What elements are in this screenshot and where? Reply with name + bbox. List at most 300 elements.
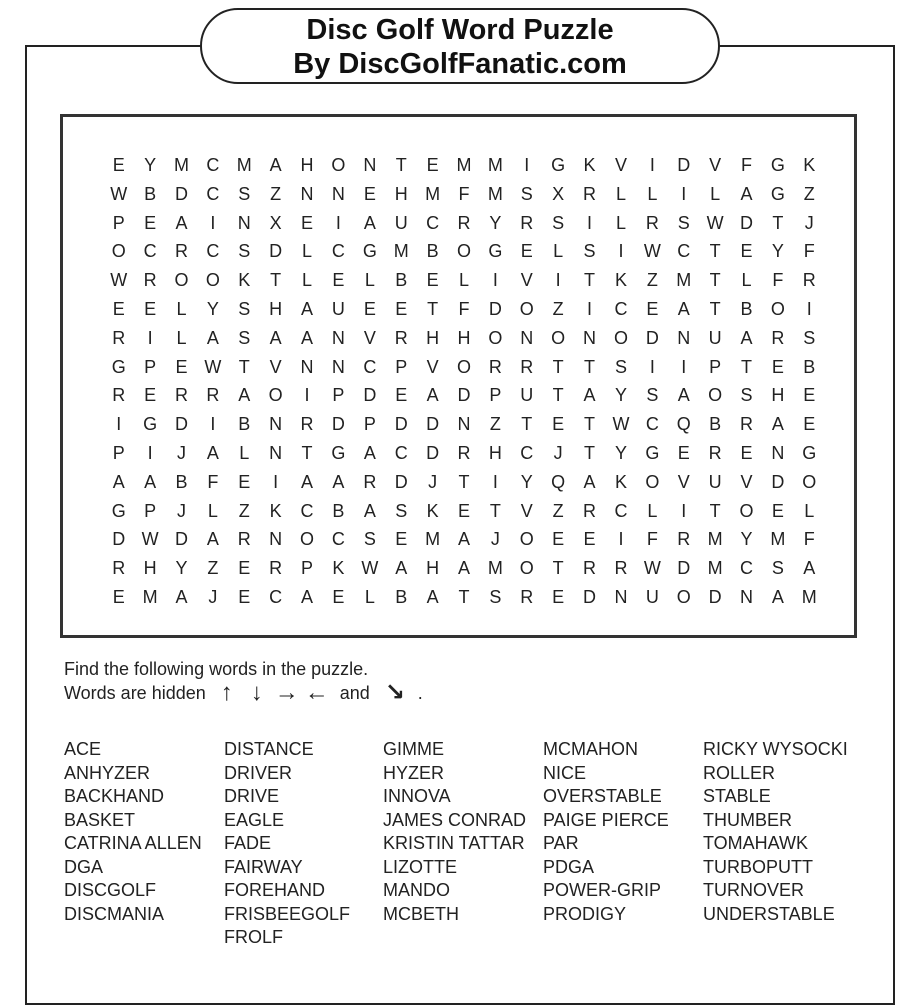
grid-letter: V [520, 500, 533, 521]
grid-letter: R [174, 241, 188, 262]
grid-letter: S [395, 500, 408, 521]
word-list-item: KRISTIN TATTAR [383, 833, 525, 853]
grid-letter: E [363, 183, 376, 204]
grid-letter: I [555, 270, 561, 291]
grid-letter: O [645, 471, 660, 492]
grid-row [103, 295, 825, 324]
grid-letter: A [332, 471, 345, 492]
grid-letter: J [553, 442, 563, 463]
grid-letter: O [708, 385, 723, 406]
grid-letter: N [583, 327, 597, 348]
grid-letter: T [772, 212, 784, 233]
grid-letter: A [238, 385, 251, 406]
instructions-line-1: Find the following words in the puzzle. [64, 659, 369, 679]
word-list-item: PRODIGY [543, 903, 627, 924]
word-list-item: MANDO [383, 880, 450, 900]
grid-letter: E [583, 529, 596, 550]
instructions-hidden-label: Words are hidden [64, 683, 206, 703]
grid-letter: H [457, 327, 471, 348]
grid-letter: D [677, 558, 691, 579]
grid-letter: J [428, 471, 438, 492]
grid-letter: I [649, 155, 655, 175]
grid-letter: C [394, 442, 408, 463]
grid-letter: E [144, 298, 157, 319]
grid-letter: M [487, 558, 503, 579]
grid-letter: R [583, 183, 597, 204]
grid-letter: K [426, 500, 439, 521]
grid-letter: O [519, 529, 534, 550]
grid-letter: A [395, 558, 408, 579]
grid-letter: E [426, 155, 439, 175]
grid-letter: R [771, 327, 785, 348]
grid-letter: D [331, 414, 345, 435]
grid-letter: O [770, 298, 785, 319]
grid-letter: P [709, 356, 722, 377]
grid-letter: A [269, 327, 282, 348]
grid-letter: E [552, 529, 565, 550]
grid-letter: K [583, 155, 596, 175]
grid-letter: R [740, 414, 753, 435]
word-list-item: OVERSTABLE [543, 786, 662, 806]
word-list-item: FADE [224, 833, 272, 853]
grid-letter: A [175, 586, 188, 607]
right-arrow-icon: → [274, 679, 299, 706]
grid-letter: E [646, 298, 659, 319]
grid-letter: L [207, 500, 218, 521]
word-list-item: TOMAHAWK [703, 833, 809, 853]
word-list-item: DISTANCE [224, 739, 314, 759]
grid-letter: E [395, 298, 408, 319]
grid-letter: K [803, 155, 816, 175]
grid-letter: Y [144, 155, 157, 175]
grid-letter: R [174, 385, 188, 406]
grid-letter: E [238, 471, 251, 492]
grid-letter: K [269, 500, 282, 521]
grid-letter: E [803, 414, 816, 435]
grid-letter: I [618, 529, 624, 550]
instructions-line-2 [64, 681, 423, 705]
grid-letter: Q [676, 414, 691, 435]
grid-letter: Y [520, 471, 533, 492]
grid-letter: N [300, 183, 314, 204]
grid-letter: M [487, 183, 503, 204]
word-list-item: CATRINA ALLEN [64, 833, 202, 853]
grid-letter: R [143, 270, 157, 291]
grid-letter: Z [207, 558, 219, 579]
grid-letter: C [206, 155, 220, 175]
grid-letter: R [520, 356, 534, 377]
grid-letter: A [583, 385, 596, 406]
grid-letter: U [708, 471, 722, 492]
grid-letter: L [647, 183, 658, 204]
grid-letter: R [112, 385, 126, 406]
grid-letter: I [524, 155, 530, 175]
grid-letter: B [332, 500, 345, 521]
grid-letter: I [649, 356, 655, 377]
grid-letter: R [394, 327, 408, 348]
word-list-item: STABLE [703, 786, 771, 806]
grid-letter: J [176, 500, 186, 521]
grid-letter: D [771, 471, 785, 492]
grid-letter: E [238, 558, 251, 579]
grid-letter: T [301, 442, 313, 463]
grid-letter: A [301, 586, 314, 607]
grid-letter: T [584, 414, 596, 435]
grid-row [103, 324, 825, 353]
word-list-item: RICKY WYSOCKI [703, 739, 848, 759]
grid-letter: K [238, 270, 251, 291]
grid-letter: D [740, 212, 753, 233]
grid-letter: Z [646, 270, 658, 291]
grid-letter: I [681, 356, 687, 377]
grid-letter: X [269, 212, 282, 233]
grid-letter: K [614, 471, 627, 492]
grid-letter: I [492, 471, 498, 492]
word-list-item: FROLF [224, 927, 284, 947]
grid-letter: I [681, 500, 687, 521]
grid-letter: V [363, 327, 376, 348]
grid-letter: L [364, 586, 375, 607]
grid-letter: V [269, 356, 282, 377]
grid-letter: O [205, 270, 220, 291]
grid-letter: D [112, 529, 126, 550]
grid-letter: Z [489, 414, 501, 435]
grid-letter: T [709, 270, 721, 291]
grid-letter: Y [489, 212, 502, 233]
grid-letter: L [710, 183, 721, 204]
grid-letter: C [143, 241, 157, 262]
grid-letter: G [362, 241, 377, 262]
grid-row [103, 468, 825, 497]
grid-letter: U [520, 385, 534, 406]
grid-letter: T [741, 356, 752, 377]
word-list-item: BACKHAND [64, 786, 165, 806]
grid-letter: Q [551, 471, 566, 492]
grid-letter: O [613, 327, 628, 348]
word-list-item: BASKET [64, 809, 136, 830]
grid-letter: J [176, 442, 186, 463]
grid-row [103, 439, 825, 468]
grid-letter: A [771, 586, 784, 607]
grid-letter: E [552, 586, 565, 607]
grid-letter: A [363, 500, 376, 521]
grid-row [103, 525, 825, 554]
grid-letter: F [646, 529, 658, 550]
grid-letter: S [238, 298, 251, 319]
grid-letter: R [708, 442, 722, 463]
grid-letter: M [770, 529, 786, 550]
grid-letter: J [804, 212, 814, 233]
grid-letter: N [520, 327, 534, 348]
grid-letter: C [331, 241, 345, 262]
grid-row [103, 237, 825, 266]
grid-letter: S [238, 241, 251, 262]
grid-letter: R [363, 471, 377, 492]
grid-letter: L [176, 298, 187, 319]
grid-letter: F [741, 155, 752, 175]
grid-letter: M [487, 155, 503, 175]
grid-letter: E [395, 529, 408, 550]
word-list-item: DISCMANIA [64, 903, 165, 924]
grid-letter: S [489, 586, 502, 607]
grid-letter: G [770, 183, 785, 204]
grid-letter: H [771, 385, 785, 406]
grid-letter: S [771, 558, 784, 579]
grid-letter: N [300, 356, 314, 377]
grid-letter: C [331, 529, 345, 550]
grid-letter: E [740, 241, 753, 262]
grid-letter: I [147, 442, 153, 463]
grid-letter: T [270, 270, 282, 291]
grid-letter: I [335, 212, 341, 233]
grid-letter: N [677, 327, 691, 348]
word-list-item: TURNOVER [703, 880, 805, 900]
grid-letter: Z [803, 183, 815, 204]
grid-letter: R [583, 558, 597, 579]
grid-letter: E [112, 155, 125, 175]
grid-letter: D [394, 414, 408, 435]
grid-letter: Y [175, 558, 188, 579]
grid-letter: O [268, 385, 283, 406]
grid-letter: W [612, 414, 630, 435]
grid-letter: R [802, 270, 816, 291]
grid-letter: R [457, 442, 471, 463]
grid-letter: O [676, 586, 691, 607]
word-list-item: TURBOPUTT [703, 856, 813, 877]
grid-letter: C [645, 414, 659, 435]
grid-letter: D [426, 442, 440, 463]
grid-row [103, 583, 825, 612]
grid-row [103, 410, 825, 439]
grid-letter: Z [552, 500, 564, 521]
grid-letter: O [456, 356, 471, 377]
word-list-item: DGA [64, 856, 104, 877]
grid-letter: C [426, 212, 440, 233]
word-list-item: PAR [543, 833, 579, 853]
grid-letter: R [677, 529, 691, 550]
grid-letter: D [677, 155, 691, 175]
grid-letter: F [458, 183, 470, 204]
grid-letter: D [488, 298, 502, 319]
grid-letter: T [584, 356, 596, 377]
grid-letter: O [331, 155, 346, 175]
grid-letter: E [552, 414, 565, 435]
word-list-item: DRIVE [224, 786, 280, 806]
grid-letter: E [457, 500, 470, 521]
grid-letter: E [363, 298, 376, 319]
word-list-item: HYZER [383, 762, 445, 783]
grid-letter: U [394, 212, 408, 233]
grid-letter: H [488, 442, 502, 463]
grid-letter: W [204, 356, 222, 377]
grid-letter: L [647, 500, 658, 521]
grid-letter: N [331, 356, 345, 377]
grid-letter: H [300, 155, 314, 175]
grid-letter: O [551, 327, 566, 348]
grid-letter: V [709, 155, 722, 175]
grid-letter: Y [614, 442, 627, 463]
grid-letter: A [363, 212, 376, 233]
grid-letter: O [488, 327, 503, 348]
grid-letter: F [458, 298, 470, 319]
grid-letter: W [643, 558, 661, 579]
word-list-item: MCMAHON [543, 739, 638, 759]
grid-letter: T [552, 385, 564, 406]
grid-letter: S [363, 529, 376, 550]
word-list-item: NICE [543, 762, 587, 783]
grid-letter: A [144, 471, 157, 492]
grid-letter: E [740, 442, 753, 463]
grid-letter: O [300, 529, 315, 550]
down-arrow-icon: ↓ [250, 679, 263, 706]
grid-letter: E [301, 212, 314, 233]
grid-letter: G [645, 442, 660, 463]
grid-letter: E [332, 586, 345, 607]
grid-letter: E [771, 500, 784, 521]
grid-letter: Y [614, 385, 627, 406]
grid-letter: I [681, 183, 687, 204]
word-list-item: INNOVA [383, 786, 451, 806]
grid-letter: Y [206, 298, 219, 319]
instructions [64, 657, 423, 705]
grid-letter: E [771, 356, 784, 377]
grid-letter: D [457, 385, 471, 406]
word-list-item: ROLLER [703, 762, 776, 783]
grid-letter: L [741, 270, 752, 291]
grid-letter: B [803, 356, 816, 377]
grid-letter: V [614, 155, 627, 175]
grid-letter: E [332, 270, 345, 291]
grid-letter: T [584, 270, 596, 291]
grid-letter: C [363, 356, 377, 377]
grid-letter: L [176, 327, 187, 348]
grid-letter: D [174, 529, 188, 550]
grid-letter: N [771, 442, 785, 463]
grid-letter: D [174, 183, 188, 204]
grid-letter: B [395, 270, 408, 291]
grid-letter: O [739, 500, 754, 521]
grid-letter: S [677, 212, 690, 233]
grid-letter: A [175, 212, 188, 233]
grid-letter: B [175, 471, 188, 492]
grid-letter: A [206, 442, 219, 463]
grid-letter: D [363, 385, 377, 406]
grid-letter: P [489, 385, 502, 406]
grid-letter: M [425, 529, 441, 550]
grid-letter: I [116, 414, 122, 435]
up-arrow-icon: ↑ [220, 679, 233, 706]
grid-letter: W [643, 241, 661, 262]
word-list-item: JAMES CONRAD [383, 809, 527, 830]
word-column-2 [224, 738, 350, 950]
grid-letter: T [584, 442, 596, 463]
grid-letter: V [520, 270, 533, 291]
word-list-item: MCBETH [383, 903, 459, 924]
grid-letter: L [239, 442, 250, 463]
grid-letter: B [238, 414, 251, 435]
grid-letter: A [301, 471, 314, 492]
grid-letter: E [395, 385, 408, 406]
grid-letter: F [803, 529, 815, 550]
grid-letter: B [395, 586, 408, 607]
word-column-5 [703, 738, 848, 926]
grid-letter: T [709, 241, 721, 262]
grid-letter: R [237, 529, 251, 550]
instructions-and: and [339, 683, 370, 703]
grid-letter: L [553, 241, 564, 262]
grid-letter: F [803, 241, 815, 262]
grid-letter: M [801, 586, 817, 607]
grid-letter: M [173, 155, 189, 175]
grid-letter: I [273, 471, 279, 492]
grid-row [103, 353, 825, 382]
word-column-1 [64, 738, 202, 926]
grid-letter: N [614, 586, 628, 607]
grid-letter: P [301, 558, 314, 579]
grid-letter: C [206, 183, 220, 204]
grid-letter: N [457, 414, 471, 435]
grid-letter: B [709, 414, 722, 435]
grid-letter: E [238, 586, 251, 607]
grid-letter: A [677, 385, 690, 406]
grid-letter: R [112, 558, 126, 579]
word-list-item: THUMBER [703, 809, 792, 830]
grid-letter: S [520, 183, 533, 204]
grid-letter: I [587, 298, 593, 319]
grid-letter: O [456, 241, 471, 262]
puzzle-grid [103, 151, 825, 612]
grid-letter: E [677, 442, 690, 463]
grid-letter: R [457, 212, 471, 233]
grid-letter: I [147, 327, 153, 348]
grid-letter: L [458, 270, 469, 291]
instructions-period: . [417, 683, 423, 703]
grid-letter: H [143, 558, 157, 579]
grid-letter: T [427, 298, 439, 319]
grid-letter: A [426, 586, 439, 607]
grid-letter: M [707, 558, 723, 579]
grid-letter: P [144, 500, 157, 521]
title-banner [200, 8, 720, 84]
grid-letter: R [112, 327, 126, 348]
grid-letter: A [803, 558, 816, 579]
grid-letter: T [709, 500, 721, 521]
grid-letter: N [740, 586, 753, 607]
grid-letter: I [618, 241, 624, 262]
grid-letter: K [614, 270, 627, 291]
word-list-item: DRIVER [224, 762, 293, 783]
grid-letter: A [457, 558, 470, 579]
grid-letter: S [552, 212, 565, 233]
grid-letter: G [488, 241, 503, 262]
grid-row [103, 381, 825, 410]
grid-letter: A [583, 471, 596, 492]
grid-letter: R [583, 500, 597, 521]
grid-letter: D [645, 327, 659, 348]
grid-letter: C [614, 500, 628, 521]
left-arrow-icon: ← [304, 679, 329, 706]
page-title: Disc Golf Word Puzzle [306, 14, 614, 46]
grid-letter: I [210, 414, 216, 435]
grid-letter: S [238, 327, 251, 348]
grid-letter: T [489, 500, 501, 521]
word-column-3 [383, 738, 526, 926]
grid-letter: R [614, 558, 628, 579]
word-list-item: ACE [64, 739, 102, 759]
grid-letter: E [144, 385, 157, 406]
grid-letter: K [332, 558, 345, 579]
grid-letter: S [238, 183, 251, 204]
